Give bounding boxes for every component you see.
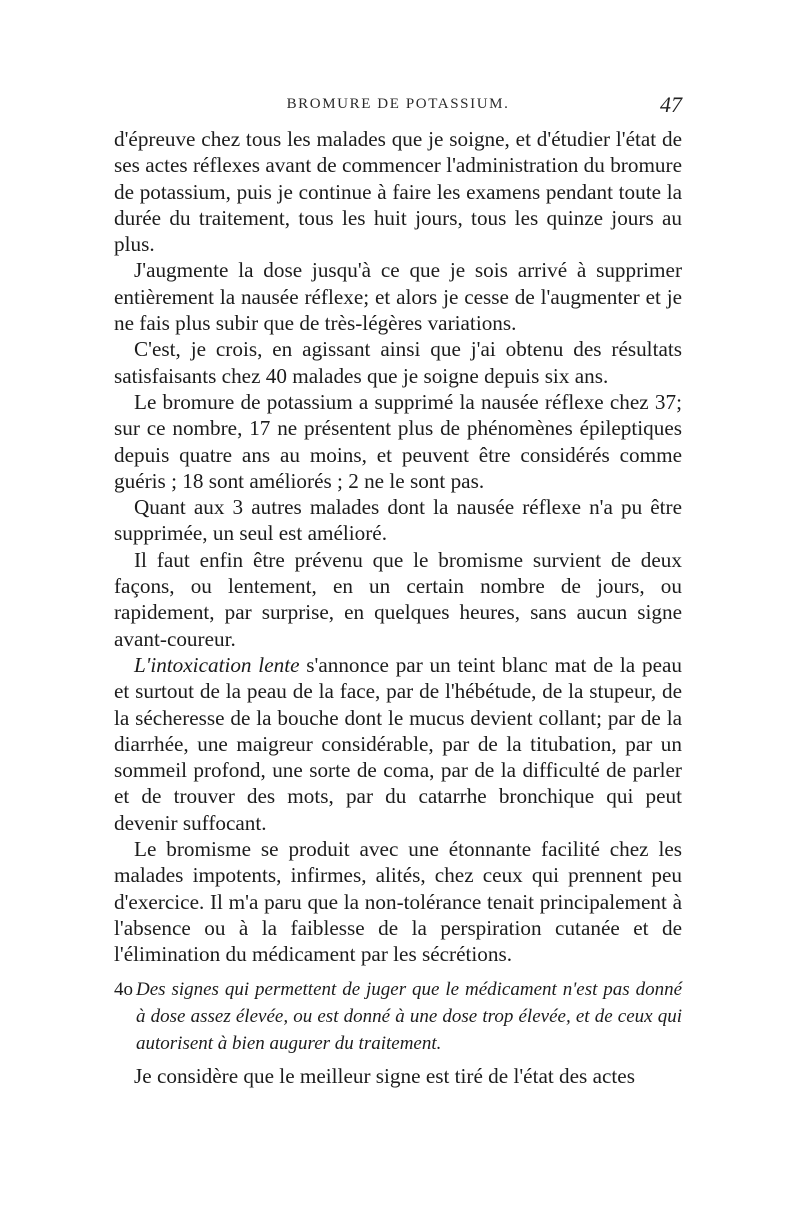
- paragraph: J'augmente la dose jusqu'à ce que je sois arrivé à supprimer entièrement la nausée réflexe; et alors je cesse de l'augmenter et je ne fais plus subir que de très-légères variations.: [114, 258, 682, 336]
- body-text: [114, 126, 682, 1089]
- paragraph: Le bromisme se produit avec une étonnante facilité chez les malades impotents, infirmes, alités, chez ceux qui prennent peu d'exercice. Il m'a paru que la non-tolérance tenait principalement à l'absence ou à la faiblesse de la perspiration cutanée et de l'élimination du médicament par les sécrétions.: [114, 837, 682, 967]
- paragraph: Quant aux 3 autres malades dont la nausée réflexe n'a pu être supprimée, un seul est amélioré.: [114, 495, 682, 546]
- page-number: 47: [660, 92, 682, 117]
- paragraph: Il faut enfin être prévenu que le bromisme survient de deux façons, ou lentement, en un certain nombre de jours, ou rapidement, par surprise, en quelques heures, sans aucun signe avant-coureur.: [114, 547, 682, 651]
- paragraph: Le bromure de potassium a supprimé la nausée réflexe chez 37; sur ce nombre, 17 ne présentent plus de phénomènes épileptiques depuis quatre ans au moins, et peuvent être considérés comme guéris ; 18 sont améliorés ; 2 ne le sont pas.: [114, 389, 682, 493]
- section-number: 4o: [114, 978, 133, 1000]
- running-head: [114, 94, 682, 118]
- section-title: Des signes qui permettent de juger que le médicament n'est pas donné à dose assez élevée, ou est donné à une dose trop élevée, et de ceux qui autorisent à bien augurer du traitement.: [136, 978, 682, 1054]
- paragraph: d'épreuve chez tous les malades que je soigne, et d'étudier l'état de ses actes réflexes avant de commencer l'administration du bromure de potassium, puis je continue à faire les examens pendant toute la durée du traitement, tous les huit jours, tous les quinze jours au plus.: [114, 127, 682, 257]
- paragraph-text: s'annonce par un teint blanc mat de la peau et surtout de la peau de la face, par de l'hébétude, de la stupeur, de la sécheresse de la bouche dont le mucus devient collant; par de la diarrhée, une maigreur considérable, par de la titubation, par un sommeil profond, une sorte de coma, par de la difficulté de parler et de trouver des mots, par du catarrhe bronchique qui peut devenir suffocant.: [114, 652, 682, 835]
- section-heading: [114, 976, 682, 1057]
- paragraph: Je considère que le meilleur signe est tiré de l'état des actes: [134, 1063, 635, 1088]
- paragraph: [114, 652, 682, 836]
- italic-term: L'intoxication lente: [134, 652, 300, 677]
- running-title: BROMURE DE POTASSIUM.: [286, 96, 510, 112]
- paragraph: C'est, je crois, en agissant ainsi que j'ai obtenu des résultats satisfaisants chez 40 malades que je soigne depuis six ans.: [114, 337, 682, 388]
